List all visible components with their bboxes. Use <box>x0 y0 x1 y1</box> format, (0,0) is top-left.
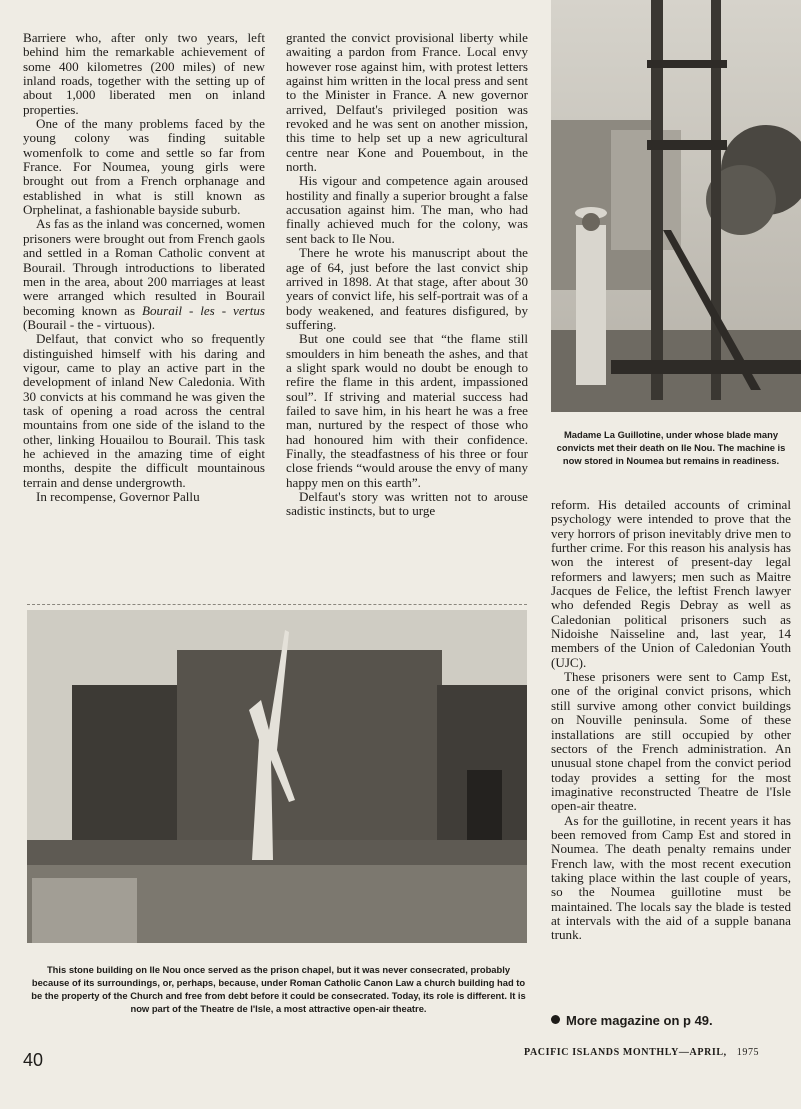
divider <box>27 604 527 605</box>
bourail-nickname: Bourail - les - vertus <box>142 302 266 318</box>
paragraph: reform. His detailed accounts of criminal psychology were intended to prove that the very horrors of prison inevitably drive men to further crime. For this reason his analysis has won the interest of present-day legal reformers and lawyers; men such as Maitre Jacques de Felice, the leftist French lawyer who defended Regis Debray as well as Caledonian political prisoners such as Nidoishe Naisseline and, last year, 14 members of the Union of Caledonian Youth (UJC). <box>551 497 791 670</box>
chapel-caption: This stone building on Ile Nou once served as the prison chapel, but it was never consecrated, probably because of its surroundings, or, perhaps, because, under Roman Catholic Canon Law a church building had to be the property of the Church and free from debt before it could be consecrated. Today, its role is different. It is now part of the Theatre de l'Isle, a most attractive open-air theatre. <box>31 964 526 1014</box>
page-number: 40 <box>23 1050 44 1070</box>
paragraph <box>23 217 265 332</box>
paragraph: granted the convict provisional liberty while awaiting a pardon from France. Local envy however rose against him, with protest letters against him written in the local press and sent to the Minister in France. A new governor arrived, Delfaut's privileged position was revoked and he was sent on another mission, this time to help set up a new agricultural centre near Kone and Pouembout, in the north. <box>286 30 528 175</box>
continued-link[interactable] <box>551 1013 713 1028</box>
running-footer <box>524 1047 799 1058</box>
paragraph: Delfaut, that convict who so frequently distinguished himself with his daring and vigour, came to play an active part in the development of inland New Caledonia. With 30 convicts at his command he was given the task of opening a road across the central mountains from one side of the island to the other, linking Houailou to Bourail. This task he achieved in the amazing time of eight months, despite the difficult mountainous terrain and dense undergrowth. <box>23 331 265 490</box>
paragraph: There he wrote his manuscript about the age of 64, just before the last convict ship arrived in 1898. At that stage, after about 30 years of convict life, his self-portrait was of a body weakened, and features disfigured, by suffering. <box>286 245 528 332</box>
paragraph: These prisoners were sent to Camp Est, one of the original convict prisons, which still survive among other convict buildings on Nouville peninsula. Some of these installations are still occupied by other sectors of the French administration. An unusual stone chapel from the convict period today provides a setting for the most imaginative reconstructed Theatre de l'Isle open-air theatre. <box>551 669 791 814</box>
guillotine-illustration <box>551 0 801 412</box>
article-column-left <box>23 31 265 504</box>
paragraph: His vigour and competence again aroused hostility and finally a superior brought a false accusation against him. The man, who had finally achieved much for the colony, was sent back to Ile Nou. <box>286 173 528 246</box>
guillotine-caption: Madame La Guillotine, under whose blade many convicts met their death on Ile Nou. The machine is now stored in Noumea but remains in readiness. <box>556 429 786 466</box>
chapel-illustration <box>27 610 527 943</box>
paragraph-text: As fas as the inland was concerned, women prisoners were brought out from French gaols and settled in a Roman Catholic convent at Bourail. Through introductions to liberated men in the area, about 200 marriages at least were arranged which resulted in Bourail becoming known as <box>23 216 265 318</box>
guillotine-photo <box>551 0 801 412</box>
paragraph: In recompense, Governor Pallu <box>36 489 200 504</box>
publication-name: PACIFIC ISLANDS MONTHLY—APRIL, <box>524 1047 727 1058</box>
paragraph: But one could see that “the flame still smoulders in him beneath the ashes, and that a slight spark would no doubt be enough to refire the flame in this ardent, impassioned soul”. If striving and material success had failed to save him, in his heart he was a free man, nurtured by the respect of those who had honoured him with their confidence. Finally, the steadfastness of his three or four close friends “would arouse the envy of many happy men on this earth”. <box>286 331 528 490</box>
continued-link-label: More magazine on p 49. <box>566 1013 713 1028</box>
paragraph: One of the many problems faced by the young colony was finding suitable womenfolk to come and settle so far from France. For Noumea, young girls were brought out from a French orphanage and established in what is still known as Orphelinat, a fashionable bayside suburb. <box>23 116 265 218</box>
article-column-middle <box>286 31 528 519</box>
paragraph: Barriere who, after only two years, left behind him the remarkable achievement of some 400 kilometres (200 miles) of new inland roads, together with the setting up of about 1,000 liberated men on inland properties. <box>23 30 265 117</box>
bullet-icon <box>551 1015 560 1024</box>
paragraph: As for the guillotine, in recent years it has been removed from Camp Est and stored in Noumea. The death penalty remains under French law, with the most recent execution taking place within the last couple of years, so the Noumea guillotine must be maintained. The locals say the blade is tested at intervals with the aid of a supple banana trunk. <box>551 812 791 943</box>
paragraph: Delfaut's story was written not to arouse sadistic instincts, but to urge <box>286 489 528 519</box>
publication-year: 1975 <box>736 1047 760 1058</box>
chapel-photo <box>27 610 527 943</box>
article-column-right <box>551 498 791 943</box>
bourail-translation: (Bourail - the - virtuous). <box>23 316 155 332</box>
